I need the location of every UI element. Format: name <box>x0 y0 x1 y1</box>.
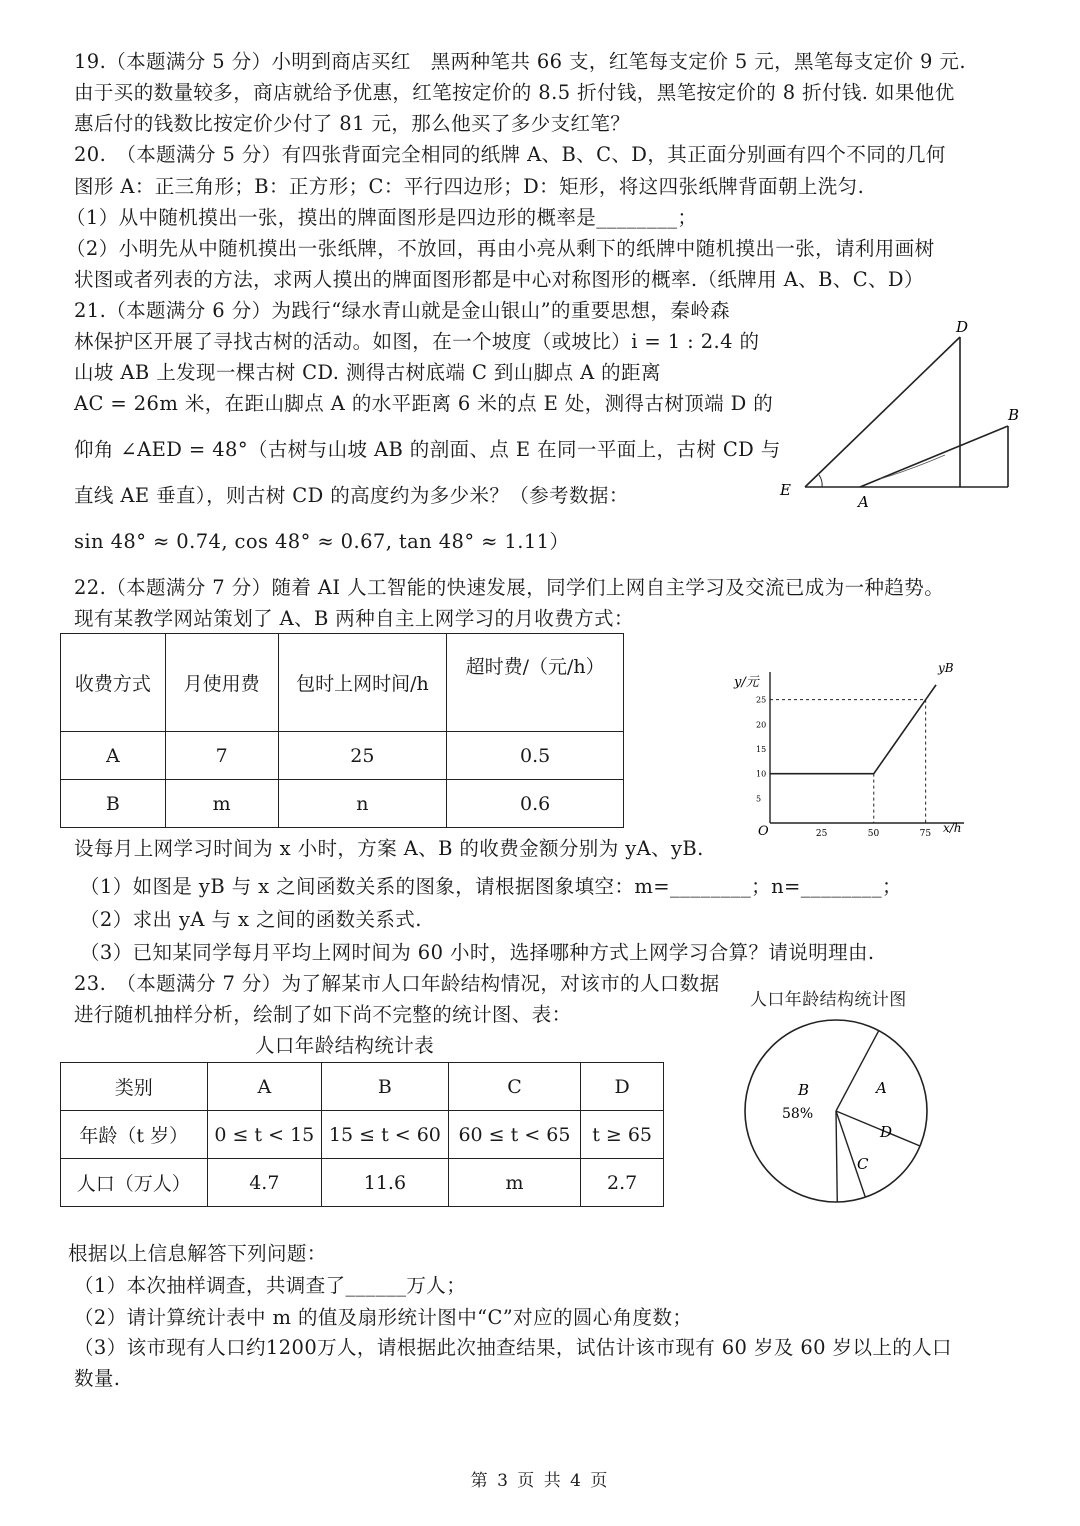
q22-line-2: 现有某教学网站策划了 A、B 两种自主上网学习的月收费方式： <box>74 607 634 630</box>
q21-line-4: AC = 26m 米，在距山脚点 A 的水平距离 6 米的点 E 处，测得古树顶端 D 的 <box>74 392 774 415</box>
point-d-label: D <box>956 318 969 336</box>
q21-line-1: 21.（本题满分 6 分）为践行“绿水青山就是金山银山”的重要思想，秦岭森 <box>74 299 731 322</box>
pie-label-d: D <box>880 1123 893 1141</box>
q22-line-5: （2）求出 yA 与 x 之间的函数关系式. <box>80 908 422 931</box>
table-cell: 2.7 <box>581 1159 664 1207</box>
table-cell: m <box>165 780 278 828</box>
q23-pie-title: 人口年龄结构统计图 <box>750 990 907 1010</box>
table-row <box>61 1111 664 1159</box>
y-tick-label: 5 <box>756 794 762 804</box>
table-row <box>61 780 624 828</box>
table-row <box>61 1159 664 1207</box>
population-table <box>60 1062 664 1207</box>
yb-curve-label: yB <box>938 661 954 675</box>
table-cell: 11.6 <box>322 1159 449 1207</box>
point-a-label: A <box>858 493 869 511</box>
population-pie-chart <box>740 1015 940 1215</box>
x-tick-label: 50 <box>867 829 880 839</box>
table-cell: 25 <box>278 732 447 780</box>
q23-line-6: （3）该市现有人口约1200万人，请根据此次抽查结果，试估计该市现有 60 岁及 60 岁以上的人口 <box>74 1336 952 1359</box>
y-tick-label: 20 <box>756 720 767 730</box>
fee-table-header: 收费方式 <box>61 634 166 732</box>
table-cell: t ≥ 65 <box>581 1111 664 1159</box>
table-cell: 0 ≤ t < 15 <box>207 1111 322 1159</box>
x-axis-label: x/h <box>943 821 962 835</box>
pie-label-b-pct: 58% <box>782 1106 814 1122</box>
yb-line-graph <box>728 650 978 845</box>
point-b-label: B <box>1008 406 1020 424</box>
fee-table-header: 包时上网时间/h <box>278 634 447 732</box>
pie-slice-d-edge <box>836 1111 920 1146</box>
q21-line-6: 直线 AE 垂直），则古树 CD 的高度约为多少米？（参考数据： <box>74 484 629 507</box>
table-row <box>61 732 624 780</box>
table-cell: B <box>61 780 166 828</box>
table-cell: 0.6 <box>447 780 624 828</box>
q21-line-7: sin 48° ≈ 0.74, cos 48° ≈ 0.67, tan 48° ≈ 1.11） <box>74 530 570 553</box>
x-tick-label: 75 <box>919 829 932 839</box>
table-cell: 7 <box>165 732 278 780</box>
q23-line-2: 进行随机抽样分析，绘制了如下尚不完整的统计图、表： <box>74 1003 572 1026</box>
table-cell: 15 ≤ t < 60 <box>322 1111 449 1159</box>
q23-line-1: 23. （本题满分 7 分）为了解某市人口年龄结构情况，对该市的人口数据 <box>74 972 720 995</box>
q21-line-3: 山坡 AB 上发现一棵古树 CD. 测得古树底端 C 到山脚点 A 的距离 <box>74 361 661 384</box>
x-tick-label: 25 <box>815 829 828 839</box>
slope-tree-figure <box>770 315 1040 515</box>
q19-line-2: 由于买的数量较多，商店就给予优惠，红笔按定价的 8.5 折付钱，黑笔按定价的 8 折付钱. 如果他优 <box>74 81 955 104</box>
q21-line-5: 仰角 ∠AED = 48°（古树与山坡 AB 的剖面、点 E 在同一平面上，古树 CD 与 <box>74 438 781 461</box>
table-cell: n <box>278 780 447 828</box>
q22-line-3: 设每月上网学习时间为 x 小时，方案 A、B 的收费金额分别为 yA、yB. <box>74 837 704 860</box>
fee-table <box>60 633 624 828</box>
table-cell: A <box>61 732 166 780</box>
fee-table-header: 月使用费 <box>165 634 278 732</box>
yb-series-line <box>770 685 936 774</box>
q22-line-4: （1）如图是 yB 与 x 之间函数关系的图象，请根据图象填空：m=________；n=________； <box>80 875 902 898</box>
table-cell: C <box>448 1063 581 1111</box>
q22-line-6: （3）已知某同学每月平均上网时间为 60 小时，选择哪种方式上网学习合算？请说明理由. <box>80 941 875 964</box>
q22-line-1: 22.（本题满分 7 分）随着 AI 人工智能的快速发展，同学们上网自主学习及交流已成为一种趋势。 <box>74 576 945 599</box>
q23-line-5: （2）请计算统计表中 m 的值及扇形统计图中“C”对应的圆心角度数； <box>74 1306 693 1329</box>
table-cell: 人口（万人） <box>61 1159 208 1207</box>
table-cell: 类别 <box>61 1063 208 1111</box>
table-cell: m <box>448 1159 581 1207</box>
y-tick-label: 10 <box>756 769 767 779</box>
table-cell: 4.7 <box>207 1159 322 1207</box>
q20-line-1: 20. （本题满分 5 分）有四张背面完全相同的纸牌 A、B、C、D，其正面分别画有四个不同的几何 <box>74 143 946 166</box>
q23-line-3: 根据以上信息解答下列问题： <box>68 1242 327 1265</box>
table-cell: D <box>581 1063 664 1111</box>
pie-slice-a-edge <box>836 1031 879 1111</box>
q20-line-5: 状图或者列表的方法，求两人摸出的牌面图形都是中心对称图形的概率.（纸牌用 A、B、C、D） <box>74 268 924 291</box>
fee-table-header-row <box>61 634 624 732</box>
y-tick-label: 15 <box>756 745 767 754</box>
table-cell: 0.5 <box>447 732 624 780</box>
q20-line-4: （2）小明先从中随机摸出一张纸牌，不放回，再由小亮从剩下的纸牌中随机摸出一张，请利用画树 <box>66 237 935 260</box>
q19-line-1: 19.（本题满分 5 分）小明到商店买红 黑两种笔共 66 支，红笔每支定价 5 元，黑笔每支定价 9 元. <box>74 50 966 73</box>
q20-line-3: （1）从中随机摸出一张，摸出的牌面图形是四边形的概率是________； <box>66 206 698 229</box>
q20-line-2: 图形 A：正三角形；B：正方形；C：平行四边形；D：矩形，将这四张纸牌背面朝上洗匀. <box>74 175 865 198</box>
q23-table-title: 人口年龄结构统计表 <box>255 1034 435 1057</box>
table-cell: 年龄（t 岁） <box>61 1111 208 1159</box>
q23-line-7: 数量. <box>74 1367 121 1390</box>
y-tick-label: 25 <box>756 695 767 705</box>
pie-slice-b-edge <box>836 1111 837 1202</box>
pie-label-b: B <box>798 1081 810 1099</box>
page-footer: 第 3 页 共 4 页 <box>470 1471 610 1491</box>
table-cell: 60 ≤ t < 65 <box>448 1111 581 1159</box>
origin-label: O <box>758 824 769 839</box>
q21-line-2: 林保护区开展了寻找古树的活动。如图，在一个坡度（或坡比）i = 1 : 2.4 的 <box>74 330 760 353</box>
y-axis-label: y/元 <box>734 675 759 690</box>
point-e-label: E <box>780 481 791 499</box>
pie-label-a: A <box>876 1079 887 1097</box>
table-cell: A <box>207 1063 322 1111</box>
fee-table-header: 超时费/（元/h） <box>447 634 624 732</box>
table-cell: B <box>322 1063 449 1111</box>
table-row <box>61 1063 664 1111</box>
q23-line-4: （1）本次抽样调查，共调查了______万人； <box>74 1274 467 1297</box>
q19-line-3: 惠后付的钱数比按定价少付了 81 元，那么他买了多少支红笔？ <box>74 112 631 135</box>
pie-label-c: C <box>857 1155 869 1173</box>
